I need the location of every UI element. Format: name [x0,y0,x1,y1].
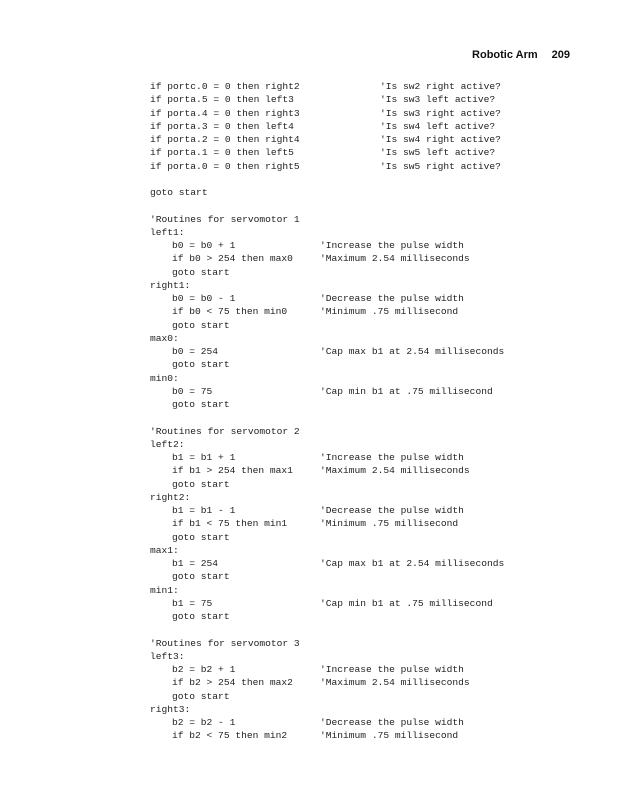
code-label-line [150,438,610,451]
code-indented-line [150,358,610,371]
code-comment: 'Is sw5 right active? [380,160,501,172]
code-comment: 'Increase the pulse width [320,664,464,675]
code-indented-line [150,464,610,477]
code-statement: if b1 > 254 then max1 [172,465,293,477]
code-comment: 'Decrease the pulse width [320,505,464,516]
code-label-line [150,279,610,292]
code-statement: if porta.1 = 0 then left5 [150,147,294,159]
code-comment: 'Is sw4 left active? [380,120,496,132]
code-statement: if porta.5 = 0 then left3 [150,94,294,106]
code-indented-line [150,504,610,517]
code-comment: 'Minimum .75 millisecond [320,730,459,742]
code-comment: 'Is sw2 right active? [380,81,501,92]
code-statement: if porta.3 = 0 then left4 [150,120,294,132]
code-statement: goto start [172,531,230,543]
code-indented-line [150,451,610,464]
code-statement: b1 = b1 - 1 [172,505,236,516]
running-header [472,49,570,61]
code-statement: if b2 > 254 then max2 [172,677,293,689]
code-comment: 'Maximum 2.54 milliseconds [320,253,470,265]
code-statement: goto start [172,611,230,622]
code-line [150,80,610,93]
code-indented-line [150,385,610,398]
code-statement: if porta.2 = 0 then right4 [150,134,300,145]
code-statement: max1: [150,544,179,556]
code-statement: if b0 > 254 then max0 [172,253,293,265]
code-listing [150,80,610,743]
code-indented-line [150,570,610,583]
code-statement: goto start [172,319,230,331]
code-label-line [150,332,610,345]
code-statement: goto start [172,266,230,278]
code-comment: 'Decrease the pulse width [320,293,464,304]
code-label-line [150,637,610,650]
code-statement: if porta.4 = 0 then right3 [150,107,300,119]
code-comment: 'Maximum 2.54 milliseconds [320,465,470,477]
code-statement: b0 = b0 - 1 [172,293,236,304]
code-statement: max0: [150,332,179,344]
code-indented-line [150,663,610,676]
code-indented-line [150,610,610,623]
blank-line [150,623,610,636]
code-comment: 'Cap min b1 at .75 millisecond [320,385,493,397]
code-indented-line [150,531,610,544]
code-line [150,107,610,120]
code-label-line [150,213,610,226]
code-line [150,160,610,173]
code-statement: goto start [172,690,230,702]
code-statement: left2: [150,438,185,450]
code-statement: goto start [172,571,230,583]
header-title: Robotic Arm [472,49,538,61]
code-statement: b1 = 75 [172,597,213,609]
code-indented-line [150,729,610,742]
code-statement: b0 = 254 [172,346,219,357]
code-comment: 'Increase the pulse width [320,240,464,251]
code-indented-line [150,239,610,252]
code-indented-line [150,345,610,358]
code-statement: b2 = b2 - 1 [172,717,236,728]
code-indented-line [150,676,610,689]
code-indented-line [150,716,610,729]
code-label-line [150,425,610,438]
code-statement: b1 = b1 + 1 [172,452,236,463]
code-line [150,186,610,199]
code-comment: 'Is sw3 right active? [380,107,501,119]
code-statement: goto start [172,399,230,410]
code-comment: 'Cap max b1 at 2.54 milliseconds [320,558,505,569]
blank-line [150,173,610,186]
code-comment: 'Decrease the pulse width [320,717,464,728]
code-comment: 'Cap max b1 at 2.54 milliseconds [320,346,505,357]
code-indented-line [150,597,610,610]
code-line [150,146,610,159]
code-comment: 'Minimum .75 millisecond [320,306,459,318]
code-statement: 'Routines for servomotor 3 [150,637,300,649]
code-statement: right3: [150,703,191,715]
code-indented-line [150,398,610,411]
code-comment: 'Is sw4 right active? [380,134,501,145]
code-statement: b0 = b0 + 1 [172,240,236,251]
code-statement: 'Routines for servomotor 1 [150,213,300,225]
code-statement: goto start [172,478,230,490]
code-statement: goto start [150,187,208,198]
code-statement: b1 = 254 [172,558,219,569]
code-statement: left3: [150,650,185,662]
code-label-line [150,226,610,239]
code-label-line [150,584,610,597]
code-statement: right2: [150,491,191,503]
code-statement: left1: [150,226,185,238]
code-indented-line [150,266,610,279]
code-label-line [150,650,610,663]
code-indented-line [150,690,610,703]
code-statement: if b2 < 75 then min2 [172,730,288,742]
code-indented-line [150,478,610,491]
code-comment: 'Is sw5 left active? [380,147,496,159]
code-statement: if portc.0 = 0 then right2 [150,81,300,92]
blank-line [150,199,610,212]
code-label-line [150,372,610,385]
code-statement: if b1 < 75 then min1 [172,518,288,530]
page-number: 209 [551,49,570,61]
code-statement: b0 = 75 [172,385,213,397]
code-indented-line [150,557,610,570]
code-label-line [150,544,610,557]
code-indented-line [150,517,610,530]
code-statement: right1: [150,279,191,291]
code-statement: b2 = b2 + 1 [172,664,236,675]
code-line [150,93,610,106]
code-line [150,120,610,133]
code-indented-line [150,319,610,332]
code-comment: 'Is sw3 left active? [380,94,496,106]
code-label-line [150,491,610,504]
code-indented-line [150,292,610,305]
code-statement: min0: [150,372,179,384]
code-comment: 'Maximum 2.54 milliseconds [320,677,470,689]
code-indented-line [150,305,610,318]
code-comment: 'Cap min b1 at .75 millisecond [320,597,493,609]
blank-line [150,411,610,424]
code-statement: if porta.0 = 0 then right5 [150,160,300,172]
code-label-line [150,703,610,716]
code-statement: if b0 < 75 then min0 [172,306,288,318]
code-indented-line [150,252,610,265]
code-statement: goto start [172,359,230,371]
code-comment: 'Increase the pulse width [320,452,464,463]
code-comment: 'Minimum .75 millisecond [320,518,459,530]
code-statement: 'Routines for servomotor 2 [150,425,300,437]
code-statement: min1: [150,584,179,596]
code-line [150,133,610,146]
